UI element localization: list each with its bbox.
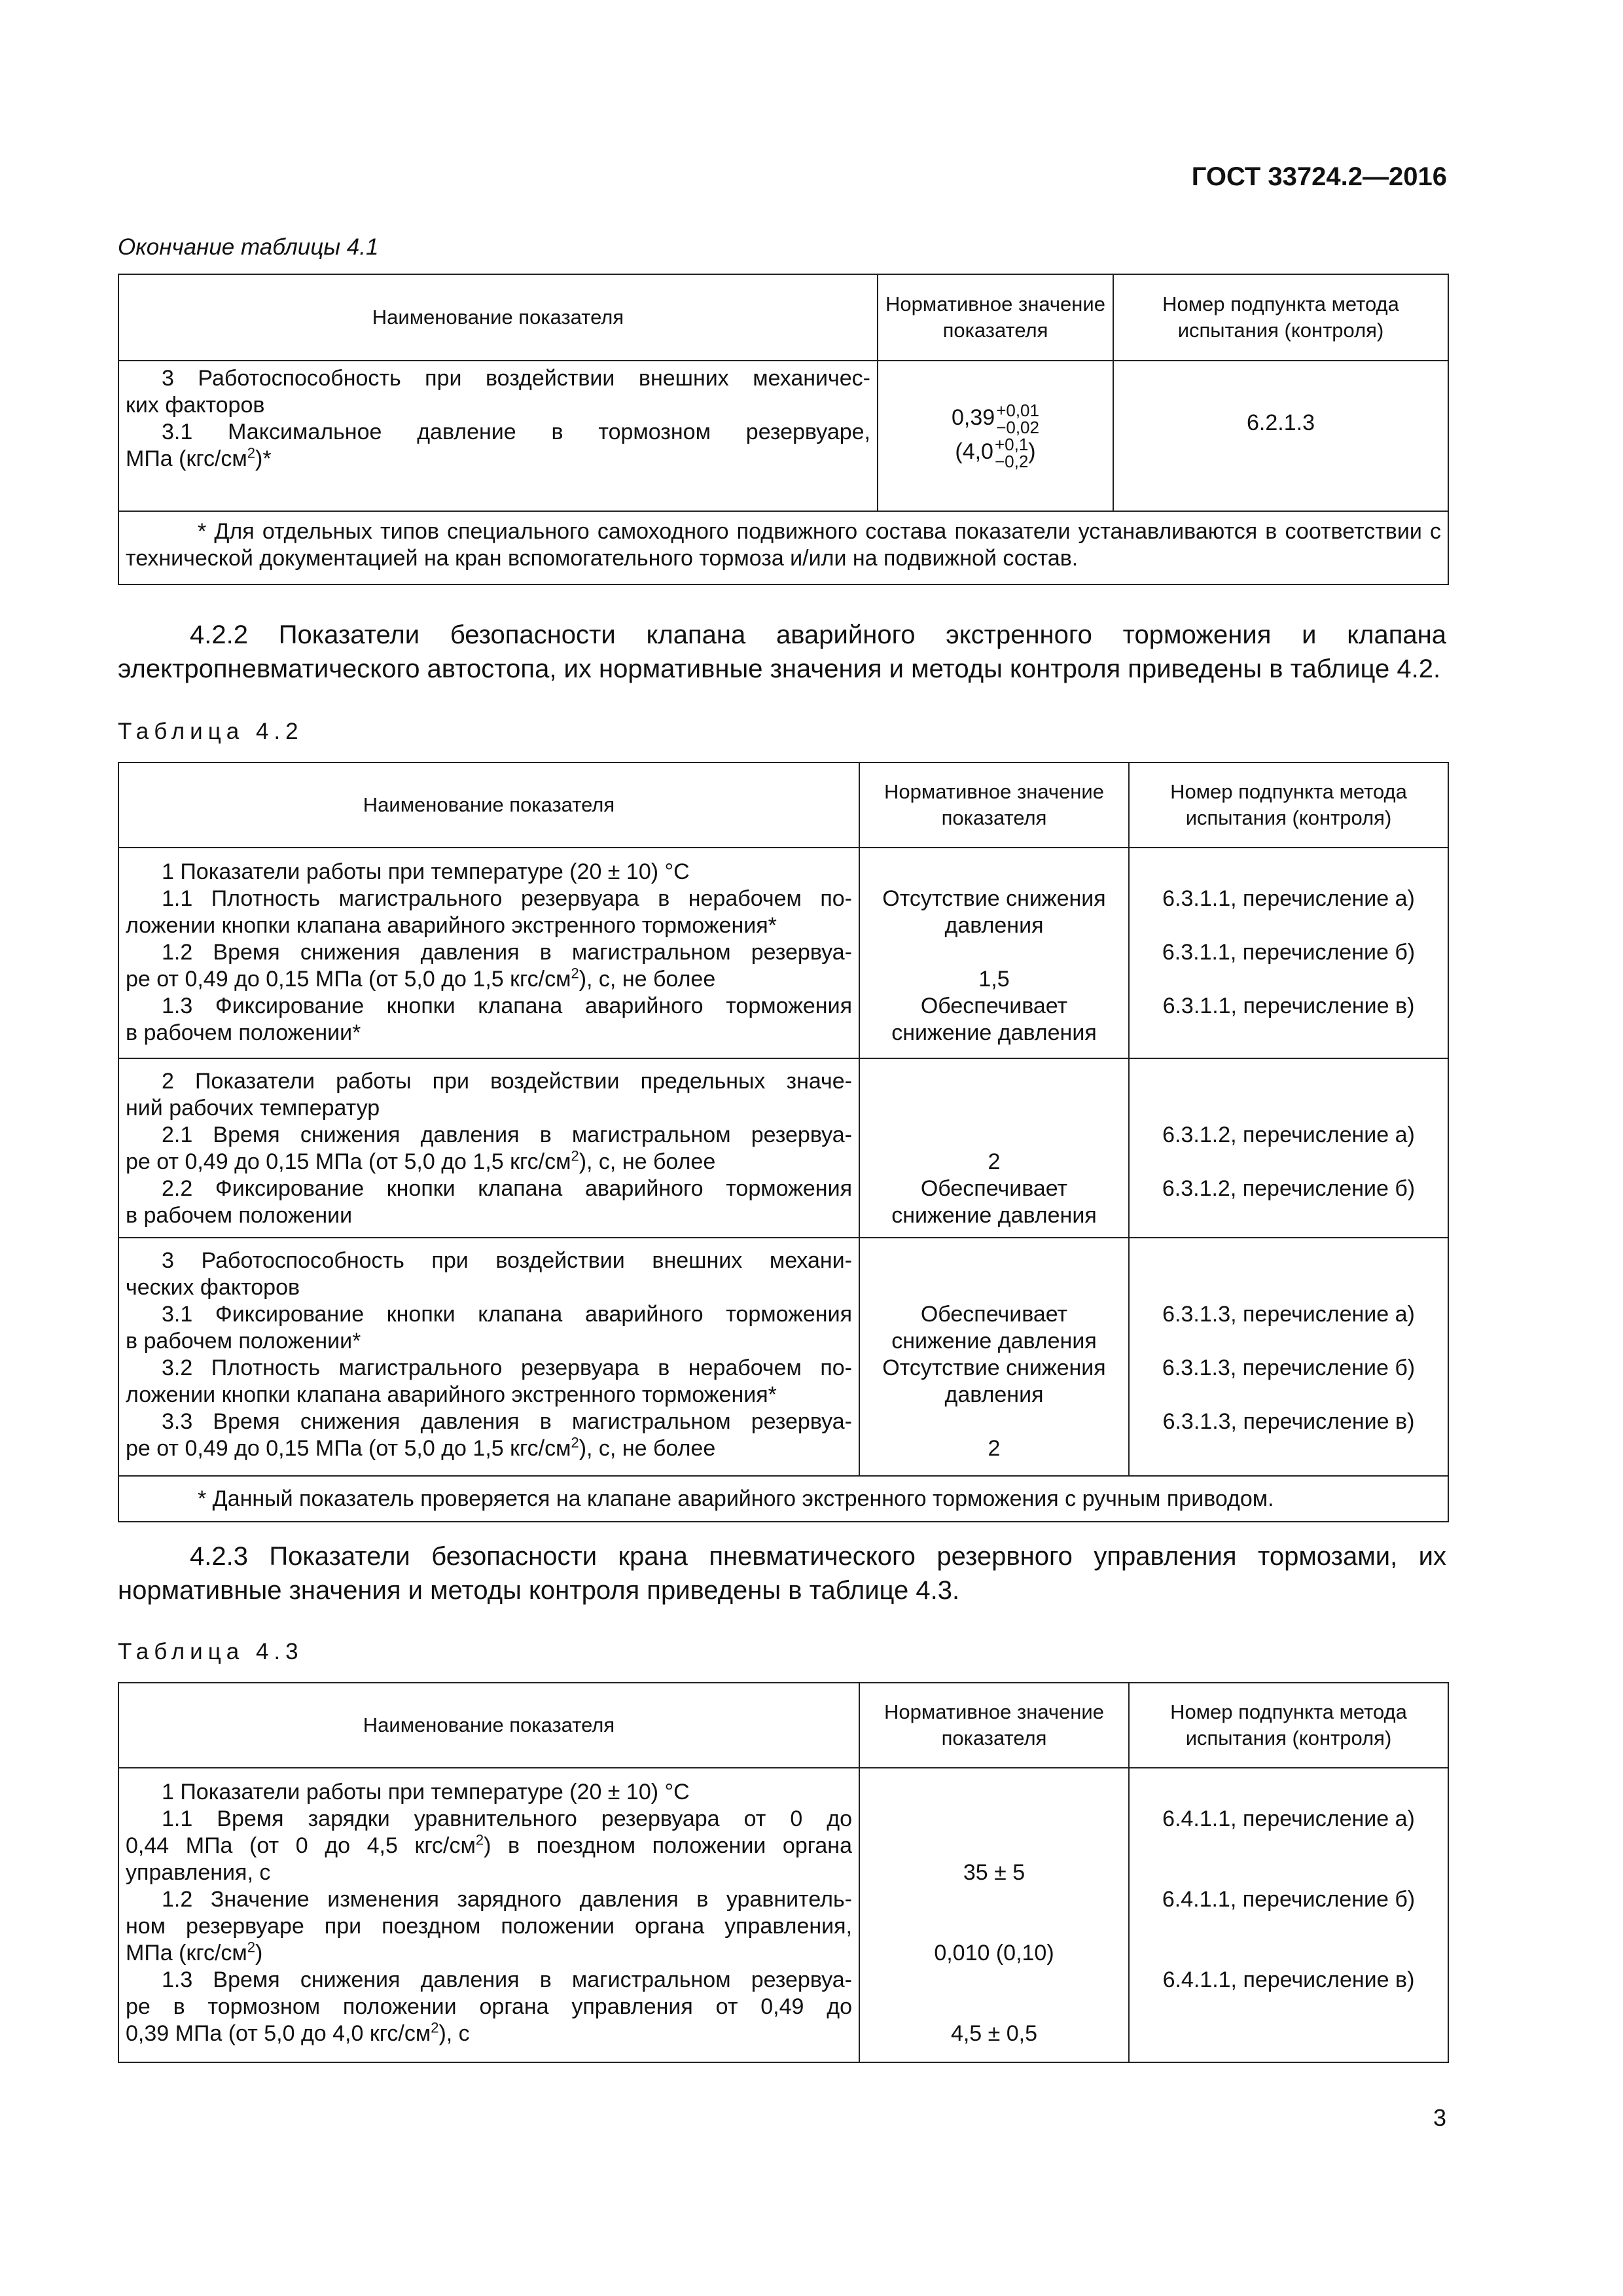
page-number: 3 (1433, 2104, 1446, 2131)
document-header: ГОСТ 33724.2—2016 (1191, 162, 1447, 191)
value-cell: Обеспечивает снижение давления Отсутствие снижения давления 2 (859, 1238, 1129, 1476)
method-cell: 6.4.1.1, перечисление а) 6.4.1.1, перечисление б) 6.4.1.1, перечисление в) (1129, 1768, 1448, 2062)
method-cell: 6.3.1.2, перечисление а) 6.3.1.2, перечисление б) (1129, 1058, 1448, 1238)
col-header-method: Номер подпункта метода испытания (контроля) (1113, 274, 1448, 361)
value-cell: 35 ± 5 0,010 (0,10) 4,5 ± 0,5 (859, 1768, 1129, 2062)
table-4-2 (118, 762, 1449, 1522)
method-cell: 6.2.1.3 (1113, 361, 1448, 511)
table-row: 1 Показатели работы при температуре (20 ± 10) °С 1.1 Время зарядки уравнительного резервуара от 0 до 0,44 МПа (от 0 до 4,5 кгс/$см^2$) в поездном положении органа управления, с 1.2 Значение изменения зарядного давления в уравнитель- ном резервуаре при поездном положении органа управления, МПа $(кгс/см^2)$ 1.3 Время снижения давления в магистральном резервуа- ре в тормозном положении органа управления от 0,49 до 0,39 МПа (от 5,0 до 4,0 кгс/$см^2$), с (118, 1768, 859, 2062)
value-cell: Отсутствие снижения давления 1,5 Обеспечивает снижение давления (859, 848, 1129, 1058)
col-header-name: Наименование показателя (118, 762, 859, 848)
value-cell: 0,39+0,01 −0,02 (4,0+0,1 −0,2) (878, 361, 1113, 511)
col-header-value: Нормативное значение показателя (859, 762, 1129, 848)
col-header-value: Нормативное значение показателя (878, 274, 1113, 361)
method-cell: 6.3.1.1, перечисление а) 6.3.1.1, перечисление б) 6.3.1.1, перечисление в) (1129, 848, 1448, 1058)
table-4-1 (118, 274, 1449, 585)
table-4-3 (118, 1682, 1449, 2063)
col-header-method: Номер подпункта метода испытания (контроля) (1129, 762, 1448, 848)
table-row: 3 Работоспособность при воздействии внешних механичес- ких факторов 3.1 Максимальное давление в тормозном резервуаре, МПа $(кгс/см^2)*$ (118, 361, 878, 511)
table-continuation-label: Окончание таблицы 4.1 (118, 234, 379, 260)
table-footnote: * Для отдельных типов специального самоходного подвижного состава показатели устанавливаются в соответствии с технической документацией на кран вспомогательного тормоза и/или на подвижной состав. (118, 511, 1448, 584)
table-row: 1 Показатели работы при температуре (20 ± 10) °С 1.1 Плотность магистрального резервуара в нерабочем по- ложении кнопки клапана аварийного экстренного торможения* 1.2 Время снижения давления в магистральном резервуа- ре от 0,49 до 0,15 МПа (от 5,0 до 1,5 кгс/$см^2$), с, не более 1.3 Фиксирование кнопки клапана аварийного торможения в рабочем положении* (118, 848, 859, 1058)
table-caption-4-3: Таблица 4.3 (118, 1639, 304, 1664)
col-header-name: Наименование показателя (118, 1683, 859, 1768)
method-cell: 6.3.1.3, перечисление а) 6.3.1.3, перечисление б) 6.3.1.3, перечисление в) (1129, 1238, 1448, 1476)
table-row: 2 Показатели работы при воздействии предельных значе- ний рабочих температур 2.1 Время снижения давления в магистральном резервуа- ре от 0,49 до 0,15 МПа (от 5,0 до 1,5 кгс/$см^2$), с, не более 2.2 Фиксирование кнопки клапана аварийного торможения в рабочем положении (118, 1058, 859, 1238)
value-cell: 2 Обеспечивает снижение давления (859, 1058, 1129, 1238)
col-header-name: Наименование показателя (118, 274, 878, 361)
table-row: 3 Работоспособность при воздействии внешних механи- ческих факторов 3.1 Фиксирование кнопки клапана аварийного торможения в рабочем положении* 3.2 Плотность магистрального резервуара в нерабочем по- ложении кнопки клапана аварийного экстренного торможения* 3.3 Время снижения давления в магистральном резервуа- ре от 0,49 до 0,15 МПа (от 5,0 до 1,5 кгс/$см^2$), с, не более (118, 1238, 859, 1476)
col-header-method: Номер подпункта метода испытания (контроля) (1129, 1683, 1448, 1768)
col-header-value: Нормативное значение показателя (859, 1683, 1129, 1768)
paragraph-4-2-3: 4.2.3 Показатели безопасности крана пневматического резервного управления тормозами, их нормативные значения и методы контроля приведены в таблице 4.3. (118, 1542, 1446, 1605)
table-caption-4-2: Таблица 4.2 (118, 719, 304, 744)
paragraph-4-2-2: 4.2.2 Показатели безопасности клапана аварийного экстренного торможения и клапана электропневматического автостопа, их нормативные значения и методы контроля приведены в таблице 4.2. (118, 620, 1446, 683)
table-footnote: * Данный показатель проверяется на клапане аварийного экстренного торможения с ручным приводом. (118, 1476, 1448, 1522)
